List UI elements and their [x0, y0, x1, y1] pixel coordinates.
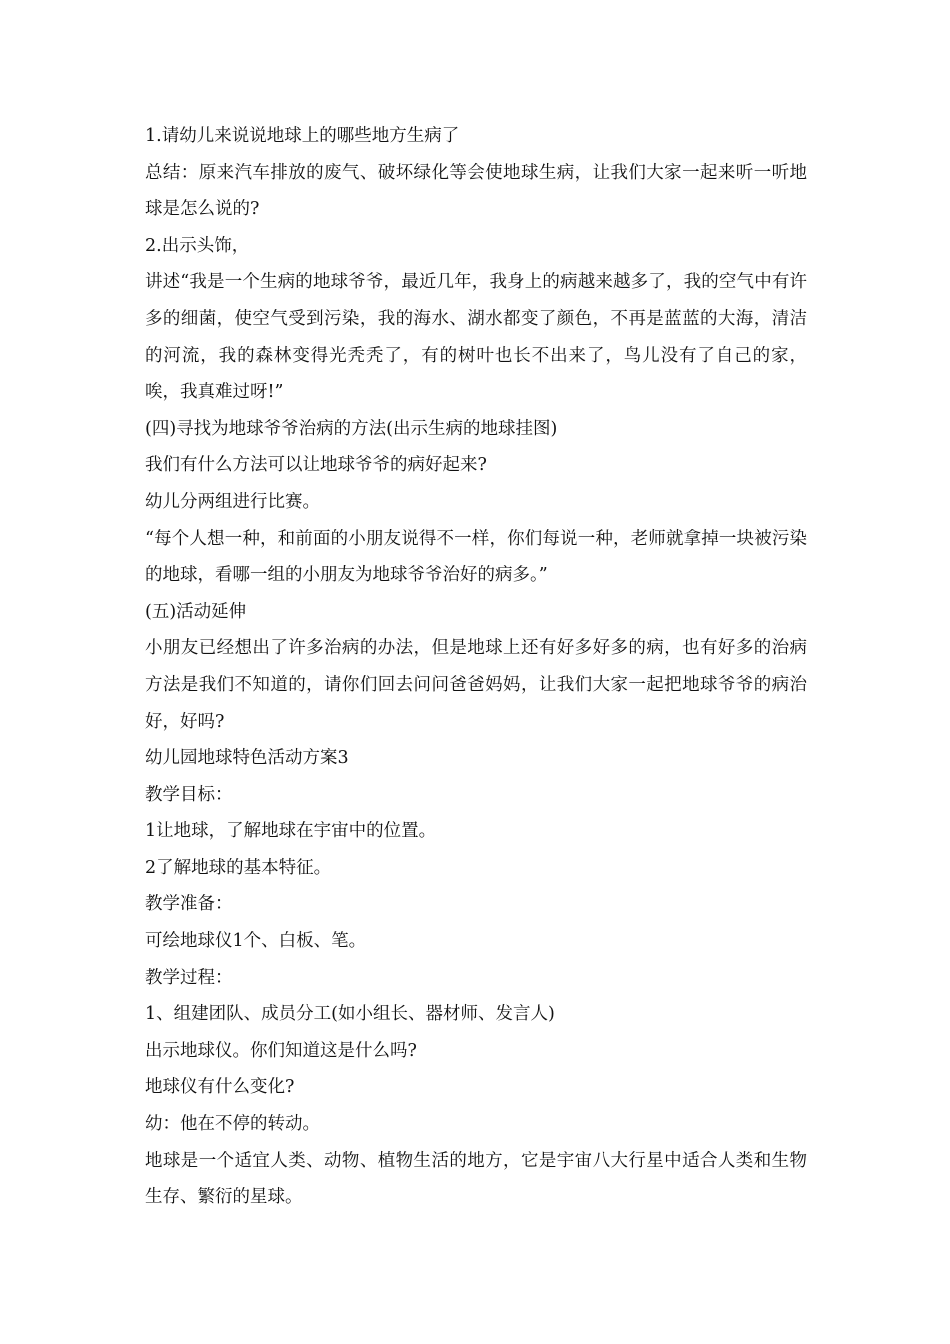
paragraph: 地球是一个适宜人类、动物、植物生活的地方，它是宇宙八大行星中适合人类和生物生存、繁衍的星球。 [145, 1150, 807, 1208]
paragraph: 幼：他在不停的转动。 [145, 1114, 320, 1135]
plan-title: 幼儿园地球特色活动方案3 [145, 748, 349, 769]
paragraph: 地球仪有什么变化? [145, 1077, 295, 1098]
section-heading: 教学准备： [145, 894, 233, 915]
paragraph: 讲述“我是一个生病的地球爷爷，最近几年，我身上的病越来越多了，我的空气中有许多的细菌，使空气受到污染，我的海水、湖水都变了颜色，不再是蓝蓝的大海，清洁的河流，我的森林变得光秃秃了，有的树叶也长不出来了，鸟儿没有了自己的家，唉，我真难过呀!” [145, 272, 807, 403]
paragraph: “每个人想一种，和前面的小朋友说得不一样，你们每说一种，老师就拿掉一块被污染的地球，看哪一组的小朋友为地球爷爷治好的病多。” [145, 528, 807, 586]
paragraph: 总结：原来汽车排放的废气、破坏绿化等会使地球生病，让我们大家一起来听一听地球是怎么说的? [145, 162, 807, 220]
paragraph: 1、组建团队、成员分工(如小组长、器材师、发言人) [145, 1004, 555, 1025]
paragraph: 1.请幼儿来说说地球上的哪些地方生病了 [145, 126, 460, 146]
paragraph: 2.出示头饰， [145, 235, 250, 256]
paragraph: 1让地球，了解地球在宇宙中的位置。 [145, 821, 437, 842]
section-heading: 教学目标： [145, 784, 233, 805]
paragraph: 2了解地球的基本特征。 [145, 857, 332, 878]
paragraph: 我们有什么方法可以让地球爷爷的病好起来? [145, 455, 487, 476]
paragraph: 出示地球仪。你们知道这是什么吗? [145, 1040, 417, 1061]
section-heading: 教学过程： [145, 967, 233, 988]
section-heading: (四)寻找为地球爷爷治病的方法(出示生病的地球挂图) [145, 418, 558, 439]
document-body [145, 118, 807, 1216]
paragraph: 小朋友已经想出了许多治病的办法，但是地球上还有好多好多的病，也有好多的治病方法是我们不知道的，请你们回去问问爸爸妈妈，让我们大家一起把地球爷爷的病治好，好吗? [145, 638, 807, 732]
paragraph: 可绘地球仪1个、白板、笔。 [145, 931, 367, 952]
section-heading: (五)活动延伸 [145, 601, 247, 622]
paragraph: 幼儿分两组进行比赛。 [145, 491, 320, 512]
